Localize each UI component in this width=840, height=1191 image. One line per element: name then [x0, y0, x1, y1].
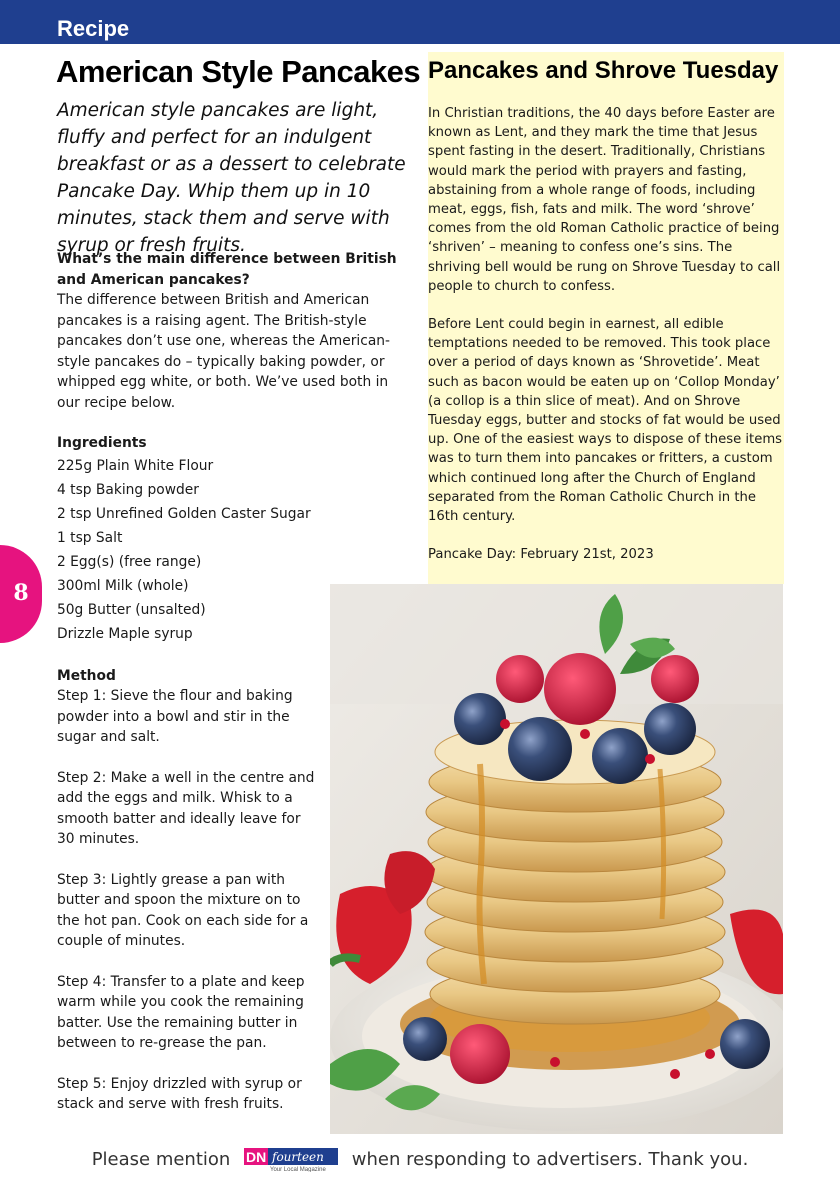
faq-answer: The difference between British and American pancakes is a raising agent. The British-style pancakes don’t use one, whereas the American-style pancakes do – typically baking powder, or whipped egg white, or both. We’ve used both in our recipe below.	[57, 292, 390, 411]
logo-dn: DN	[246, 1149, 267, 1165]
ingredient-item: 300ml Milk (whole)	[57, 577, 189, 594]
logo-tagline: Your Local Magazine	[270, 1167, 326, 1172]
method-step: Step 2: Make a well in the centre and add the eggs and milk. Whisk to a smooth batter and ideally leave for 30 minutes.	[57, 769, 315, 847]
page-number-tab	[0, 545, 42, 643]
faq-question: What’s the main difference between British and American pancakes?	[57, 251, 397, 288]
method-step: Step 4: Transfer to a plate and keep warm while you cook the remaining batter. Use the remaining butter in between to re-grease the pan.	[57, 973, 305, 1051]
ingredients-heading: Ingredients	[57, 435, 147, 451]
ingredient-item: Drizzle Maple syrup	[57, 625, 193, 642]
ingredient-item: 2 Egg(s) (free range)	[57, 553, 202, 570]
footer-text-before: Please mention	[91, 1149, 231, 1170]
sidebar-body	[428, 104, 784, 583]
ingredient-item: 225g Plain White Flour	[57, 457, 214, 474]
dn-fourteen-logo	[244, 1148, 338, 1172]
ingredient-item: 4 tsp Baking powder	[57, 481, 199, 498]
sidebar-title: Pancakes and Shrove Tuesday	[428, 57, 779, 84]
method-heading: Method	[57, 667, 116, 684]
footer	[0, 1147, 840, 1173]
section-label: Recipe	[57, 16, 130, 41]
method-step: Step 3: Lightly grease a pan with butter and spoon the mixture on to the hot pan. Cook on each side for a couple of minutes.	[57, 871, 309, 949]
ingredient-item: 50g Butter (unsalted)	[57, 601, 206, 618]
page-number: 8	[13, 580, 29, 606]
logo-word: fourteen	[272, 1150, 324, 1164]
pancake-stack-photo	[330, 584, 783, 1134]
method-step: Step 5: Enjoy drizzled with syrup or stack and serve with fresh fruits.	[57, 1075, 302, 1112]
sidebar-paragraph: In Christian traditions, the 40 days before Easter are known as Lent, and they mark the time that Jesus spent fasting in the desert. Traditionally, Christians would mark the period with prayers and fasting, abstaining from a whole range of foods, including meat, eggs, fish, fats and milk. The word ‘shrove’ comes from the old Roman Catholic practice of being ‘shriven’ – meaning to confess one’s sins. The shriving bell would be rung on Shrove Tuesday to call people to church to confess.	[428, 106, 781, 294]
article-title: American Style Pancakes	[56, 54, 421, 89]
sidebar-paragraph: Before Lent could begin in earnest, all edible temptations needed to be removed. This took place over a period of days known as ‘Shrovetide’. Meat such as bacon would be eaten up on ‘Collop Monday’ (a collop is a thin slice of meat). And on Shrove Tuesday eggs, butter and stocks of fat would be used up. One of the easiest ways to dispose of these items was to turn them into pancakes or fritters, a custom which continued long after the Church of England separated from the Roman Catholic Church in the 16th century.	[428, 317, 783, 525]
ingredient-item: 1 tsp Salt	[57, 529, 123, 546]
footer-text-after: when responding to advertisers. Thank you.	[351, 1149, 749, 1170]
shrove-tuesday-sidebar	[428, 52, 784, 584]
article-intro: American style pancakes are light, fluffy and perfect for an indulgent breakfast or as a dessert to celebrate Pancake Day. Whip them up in 10 minutes, stack them and serve with syrup or fresh fruits.	[57, 100, 406, 256]
method-step: Step 1: Sieve the flour and baking powder into a bowl and stir in the sugar and salt.	[57, 688, 293, 745]
pancake-day-date: Pancake Day: February 21st, 2023	[428, 547, 654, 563]
ingredient-item: 2 tsp Unrefined Golden Caster Sugar	[57, 505, 311, 522]
